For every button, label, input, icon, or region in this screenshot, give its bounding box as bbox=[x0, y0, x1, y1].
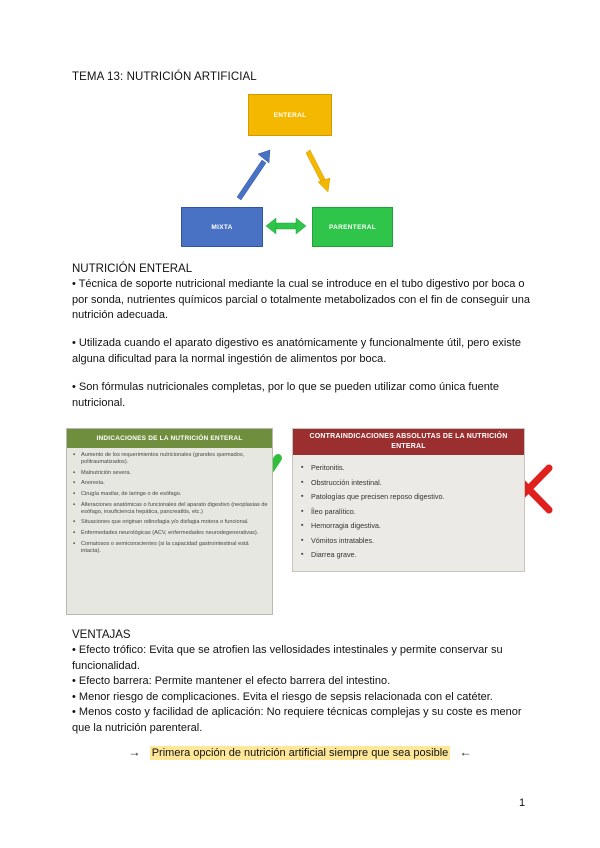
list-item: ▪ Enfermedades neurológicas (ACV, enfermedades neurodegenerativas). bbox=[81, 530, 268, 537]
yellow-arrow-icon bbox=[306, 150, 330, 192]
list-item: ▪ Alteraciones anatómicas o funcionales del aparato digestivo (neoplasias de esófago, insuficiencia hepática, pancreatitis, etc.) bbox=[81, 502, 268, 516]
highlight-text: Primera opción de nutrición artificial siempre que sea posible bbox=[151, 747, 449, 759]
highlight-line bbox=[0, 745, 600, 759]
ventajas-list bbox=[72, 643, 532, 736]
list-item: ▪ Obstrucción intestinal. bbox=[311, 478, 518, 487]
mixta-box: MIXTA bbox=[181, 207, 263, 247]
page-title: TEMA 13: NUTRICIÓN ARTIFICIAL bbox=[72, 71, 257, 83]
list-item: ▪ Peritonitis. bbox=[311, 463, 518, 472]
indicaciones-list bbox=[67, 452, 272, 555]
list-item: • Menor riesgo de complicaciones. Evita el riesgo de sepsis relacionada con el catéter. bbox=[72, 690, 493, 703]
enteral-paragraph-2: • Utilizada cuando el aparato digestivo es anatómicamente y funcionalmente útil, pero existe alguna dificultad para la normal ingestión de alimentos por boca. bbox=[72, 337, 521, 365]
parenteral-box: PARENTERAL bbox=[312, 207, 393, 247]
list-item: ▪ Cirugía maxilar, de laringe o de esófago. bbox=[81, 491, 268, 498]
list-item: ▪ Anorexia. bbox=[81, 480, 268, 487]
list-item: • Menos costo y facilidad de aplicación: No requiere técnicas complejas y su coste es menor que la nutrición parenteral. bbox=[72, 706, 522, 734]
list-item: ▪ Diarrea grave. bbox=[311, 550, 518, 559]
green-double-arrow-icon bbox=[266, 218, 306, 234]
blue-arrow-icon bbox=[237, 150, 270, 200]
contraindicaciones-list bbox=[293, 463, 524, 559]
arrow-right-icon: → bbox=[128, 745, 141, 759]
list-item: ▪ Aumento de los requerimientos nutricionales (grandes quemados, politraumatizados). bbox=[81, 452, 268, 466]
list-item: • Efecto barrera: Permite mantener el efecto barrera del intestino. bbox=[72, 675, 391, 687]
list-item: ▪ Situaciones que originan odinofagia y/o disfagia motora o funcional. bbox=[81, 519, 268, 526]
enteral-box: ENTERAL bbox=[248, 94, 332, 136]
list-item: ▪ Hemorragia digestiva. bbox=[311, 521, 518, 530]
indicaciones-title: INDICACIONES DE LA NUTRICIÓN ENTERAL bbox=[67, 429, 272, 448]
page-number: 1 bbox=[519, 797, 526, 809]
list-item: ▪ Íleo paralítico. bbox=[311, 507, 518, 516]
enteral-paragraph-1: • Técnica de soporte nutricional mediante la cual se introduce en el tubo digestivo por boca o por sonda, nutrientes químicos parcial o totalmente metabolizados con el fin de conseguir una nutrición adecuada. bbox=[72, 278, 530, 321]
list-item: ▪ Patologías que precisen reposo digestivo. bbox=[311, 492, 518, 501]
list-item: ▪ Vómitos intratables. bbox=[311, 536, 518, 545]
contraindicaciones-table bbox=[292, 428, 525, 572]
arrow-left-icon: ← bbox=[459, 745, 472, 759]
ventajas-heading: VENTAJAS bbox=[72, 629, 131, 641]
enteral-paragraph-3: • Son fórmulas nutricionales completas, por lo que se pueden utilizar como única fuente nutricional. bbox=[72, 381, 499, 409]
list-item: ▪ Malnutrición severa. bbox=[81, 470, 268, 477]
list-item: • Efecto trófico: Evita que se atrofien las vellosidades intestinales y permite conservar su funcionalidad. bbox=[72, 644, 503, 672]
list-item: ▪ Comatosos o semiconscientes (si la capacidad gastrointestinal está intacta). bbox=[81, 541, 268, 555]
indicaciones-table bbox=[66, 428, 273, 615]
enteral-heading: NUTRICIÓN ENTERAL bbox=[72, 263, 193, 275]
contraindicaciones-title: CONTRAINDICACIONES ABSOLUTAS DE LA NUTRICIÓN ENTERAL bbox=[293, 429, 524, 455]
